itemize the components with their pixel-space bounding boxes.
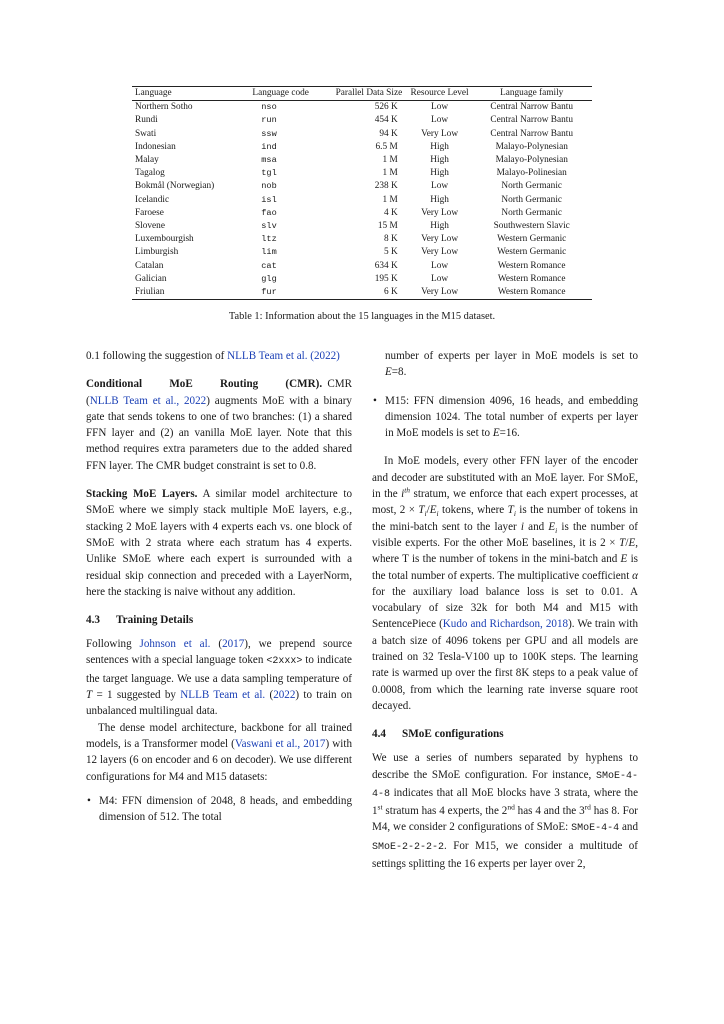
cell-language: Catalan <box>135 260 164 271</box>
cell-language: Luxembourgish <box>135 234 194 245</box>
cell-language: Malay <box>135 155 159 166</box>
table-row <box>132 101 592 115</box>
language-token-code: <2xxx> <box>266 656 303 668</box>
citation-nllb-temperature[interactable]: NLLB Team et al. <box>180 689 266 702</box>
paragraph-cmr: Conditional MoE Routing (CMR). CMR (NLLB Team et al., 2022) augments MoE with a binary gate that sends tokens to one of two branches: (1) a shared FFN layer and (2) an vanilla MoE layer. Note that this method requires extra parameters due to the added shared FFN layer. The CMR budget constraint is set to 0.8. <box>86 378 352 472</box>
paragraph-smoe-configurations: We use a series of numbers separated by hyphens to describe the SMoE configuration. For instance, SMoE-4-4-8 indicates that all MoE blocks have 3 strata, where the 1st stratum has 4 experts, the 2nd has 4 and the 3rd has 8. For M4, we consider 2 configurations of SMoE: SMoE-4-4 and SMoE-2-2-2-2. For M15, we consider a multitude of settings splitting the 16 experts per layer over 2, <box>372 752 639 871</box>
bullet-m4: • M4: FFN dimension of 2048, 8 heads, and embedding dimension of 512. The total <box>86 793 352 826</box>
cell-language: Faroese <box>135 207 164 218</box>
cell-language-code: glg <box>261 273 277 284</box>
cell-language-family: Malayo-Polynesian <box>495 141 568 152</box>
config-code-smoe-2-2-2-2: SMoE-2-2-2-2 <box>372 841 445 853</box>
table-body <box>132 101 592 300</box>
cell-language-family: Central Narrow Bantu <box>490 115 574 126</box>
cell-parallel-data-size: 8 K <box>384 234 398 245</box>
cell-resource-level: Very Low <box>421 207 459 218</box>
cell-language: Rundi <box>135 115 158 126</box>
cell-resource-level: Very Low <box>421 128 459 139</box>
cell-language-family: Central Narrow Bantu <box>490 128 574 139</box>
cell-resource-level: Low <box>431 260 449 271</box>
cell-language-code: cat <box>261 260 277 271</box>
cell-parallel-data-size: 195 K <box>374 273 398 284</box>
cell-resource-level: High <box>430 168 449 179</box>
cell-language-family: Western Romance <box>497 287 566 298</box>
cell-parallel-data-size: 1 M <box>382 155 398 166</box>
cell-resource-level: Very Low <box>421 234 459 245</box>
cell-resource-level: High <box>430 221 449 232</box>
cell-language: Slovene <box>135 221 165 232</box>
table-row <box>132 220 592 233</box>
table-row <box>132 233 592 246</box>
citation-nllb-cmr[interactable]: NLLB Team et al., 2022 <box>89 394 207 407</box>
cell-parallel-data-size: 526 K <box>374 102 398 113</box>
cell-language-code: nob <box>261 181 277 192</box>
citation-vaswani[interactable]: Vaswani et al., 2017 <box>234 737 326 750</box>
cell-resource-level: Very Low <box>421 247 459 258</box>
cell-language: Tagalog <box>135 168 165 179</box>
cell-language-family: Malayo-Polinesian <box>496 168 567 179</box>
citation-nllb-temperature-year[interactable]: 2022 <box>273 689 296 702</box>
cell-parallel-data-size: 6.5 M <box>375 141 398 152</box>
table-row <box>132 273 592 286</box>
cell-language-code: lim <box>261 247 277 258</box>
bullet-m15: • M15: FFN dimension 4096, 16 heads, and embedding dimension 1024. The total number of experts per layer in MoE models is set to E=16. <box>372 393 638 442</box>
table-caption: Table 1: Information about the 15 languages in the M15 dataset. <box>228 311 496 322</box>
cell-language-code: ltz <box>261 234 277 245</box>
table-row <box>132 286 592 300</box>
cell-language-family: Western Germanic <box>497 234 567 245</box>
table-row <box>132 141 592 154</box>
cell-language-code: msa <box>261 155 277 166</box>
cell-language-code: nso <box>261 102 277 113</box>
paragraph-dense-model: The dense model architecture, backbone for all trained models, is a Transformer model (Vaswani et al., 2017) with 12 layers (6 on encoder and 6 on decoder). We use different configurations for M4 and M15 datasets: <box>86 721 352 783</box>
paragraph-stacking: Stacking MoE Layers. A similar model architecture to SMoE where we simply stack multiple MoE layers, e.g., stacking 2 MoE layers with 4 experts each vs. one block of SMoE with 2 strata where each stratum has 4 experts. Unlike SMoE where each expert is surrounded with a residual skip connection and preceded with a LayerNorm, here the stacking is naive without any addition. <box>86 488 352 598</box>
paragraph-training-details: Following Johnson et al. (2017), we prepend source sentences with a special language token <2xxx> to indicate the target language. We use a data sampling temperature of T = 1 suggested by NLLB Team et al. (2022) to train on unbalanced multilingual data. <box>86 638 353 718</box>
right-column <box>372 348 638 872</box>
cell-resource-level: Low <box>431 273 449 284</box>
cell-parallel-data-size: 1 M <box>382 194 398 205</box>
cell-language-code: run <box>261 115 277 126</box>
header-language: Language <box>135 88 172 98</box>
cell-language: Indonesian <box>135 141 176 152</box>
table-header-row <box>132 87 592 101</box>
cell-resource-level: Low <box>431 115 449 126</box>
config-code-smoe-4-4-8: SMoE-4-4-8 <box>372 770 638 800</box>
cell-resource-level: High <box>430 194 449 205</box>
table-row <box>132 260 592 273</box>
left-column <box>86 348 352 825</box>
citation-kudo-richardson[interactable]: Kudo and Richardson, 2018 <box>442 618 569 631</box>
paragraph-moe-models: In MoE models, every other FFN layer of the encoder and decoder are substituted with an MoE layer. For SMoE, in the $i^{th}$ stratum, we enforce that each expert processes, at most, $2 \times T_i/E_i$ tokens, where $T_i$ is the number of tokens in the mini-batch sent to the layer i and $E_i$ is the number of visible experts. For the other MoE baselines, it is 2 × T/E, where T is the number of tokens in the mini-batch and E is the total number of experts. The multiplicative coefficient α for the auxiliary load balance loss is set to 0.01. A vocabulary of size 32k for both M4 and M15 with SentencePiece (Kudo and Richardson, 2018). We train with a batch size of 4096 tokens per GPU and all models are trained on 32 Tesla-V100 up to 100K steps. The learning rate is warmed up over the first 8K steps to a peak value of 0.0008, from which the learning rate inverse square root decayed. <box>372 455 639 712</box>
header-language-code: Language code <box>252 88 309 98</box>
cell-language: Limburgish <box>135 247 179 258</box>
cell-parallel-data-size: 15 M <box>377 221 398 232</box>
cell-parallel-data-size: 94 K <box>379 128 398 139</box>
bullet-m4-continuation: number of experts per layer in MoE models is set to E=8. <box>385 350 638 379</box>
cell-resource-level: Low <box>431 102 449 113</box>
cell-parallel-data-size: 634 K <box>374 260 398 271</box>
cell-language: Northern Sotho <box>135 102 193 113</box>
cell-language-family: North Germanic <box>501 207 563 218</box>
cell-parallel-data-size: 6 K <box>384 287 398 298</box>
cell-language-family: Western Romance <box>497 260 566 271</box>
citation-johnson[interactable]: Johnson et al. <box>139 638 211 651</box>
header-resource-level: Resource Level <box>410 88 469 98</box>
table-row <box>132 128 592 141</box>
config-code-smoe-4-4: SMoE-4-4 <box>571 823 620 835</box>
header-parallel-data-size: Parallel Data Size <box>335 88 403 98</box>
cell-resource-level: Very Low <box>421 287 459 298</box>
section-heading-4-3: 4.3 Training Details <box>86 614 194 627</box>
config-bullet-list-m15 <box>372 393 638 442</box>
cell-language: Friulian <box>135 287 165 298</box>
cell-parallel-data-size: 4 K <box>384 207 398 218</box>
cell-language: Bokmål (Norwegian) <box>135 181 215 192</box>
section-heading-4-4: 4.4 SMoE configurations <box>372 728 504 741</box>
cell-language-family: Southwestern Slavic <box>493 221 570 232</box>
citation-johnson-year[interactable]: 2017 <box>222 638 245 651</box>
citation-nllb-team[interactable]: NLLB Team et al. <box>227 350 308 362</box>
table-row <box>132 207 592 220</box>
table-row <box>132 180 592 193</box>
table-row <box>132 114 592 127</box>
cell-language-code: ind <box>261 141 277 152</box>
cell-language-code: slv <box>261 221 277 232</box>
cell-language-family: Western Romance <box>497 273 566 284</box>
paragraph-nllb-suggestion: 0.1 following the suggestion of NLLB Team et al. (2022) <box>86 350 340 362</box>
cell-language-code: fao <box>261 207 277 218</box>
header-language-family: Language family <box>500 88 564 98</box>
cell-language: Swati <box>135 128 157 139</box>
table-row <box>132 167 592 180</box>
citation-nllb-year[interactable]: (2022) <box>310 350 340 362</box>
table-row <box>132 154 592 167</box>
cell-language-code: fur <box>261 287 277 298</box>
table-row <box>132 246 592 259</box>
cell-language-family: North Germanic <box>501 194 563 205</box>
stacking-title: Stacking MoE Layers. <box>86 488 198 501</box>
cell-parallel-data-size: 238 K <box>374 181 398 192</box>
cell-language: Icelandic <box>135 194 170 205</box>
cell-language-family: Central Narrow Bantu <box>490 102 574 113</box>
cell-parallel-data-size: 5 K <box>384 247 398 258</box>
cell-language-family: North Germanic <box>501 181 563 192</box>
cell-resource-level: Low <box>431 181 449 192</box>
cell-language: Galician <box>135 273 167 284</box>
cell-language-code: ssw <box>261 128 277 139</box>
cmr-title: Conditional MoE Routing (CMR). <box>86 378 323 391</box>
cell-parallel-data-size: 454 K <box>374 115 398 126</box>
cell-language-code: isl <box>261 194 277 205</box>
config-bullet-list <box>86 793 352 826</box>
table-row <box>132 194 592 207</box>
cell-parallel-data-size: 1 M <box>382 168 398 179</box>
cell-resource-level: High <box>430 155 449 166</box>
cell-resource-level: High <box>430 141 449 152</box>
cell-language-code: tgl <box>261 168 277 179</box>
language-table <box>132 86 592 300</box>
cell-language-family: Western Germanic <box>497 247 567 258</box>
cell-language-family: Malayo-Polynesian <box>495 155 568 166</box>
